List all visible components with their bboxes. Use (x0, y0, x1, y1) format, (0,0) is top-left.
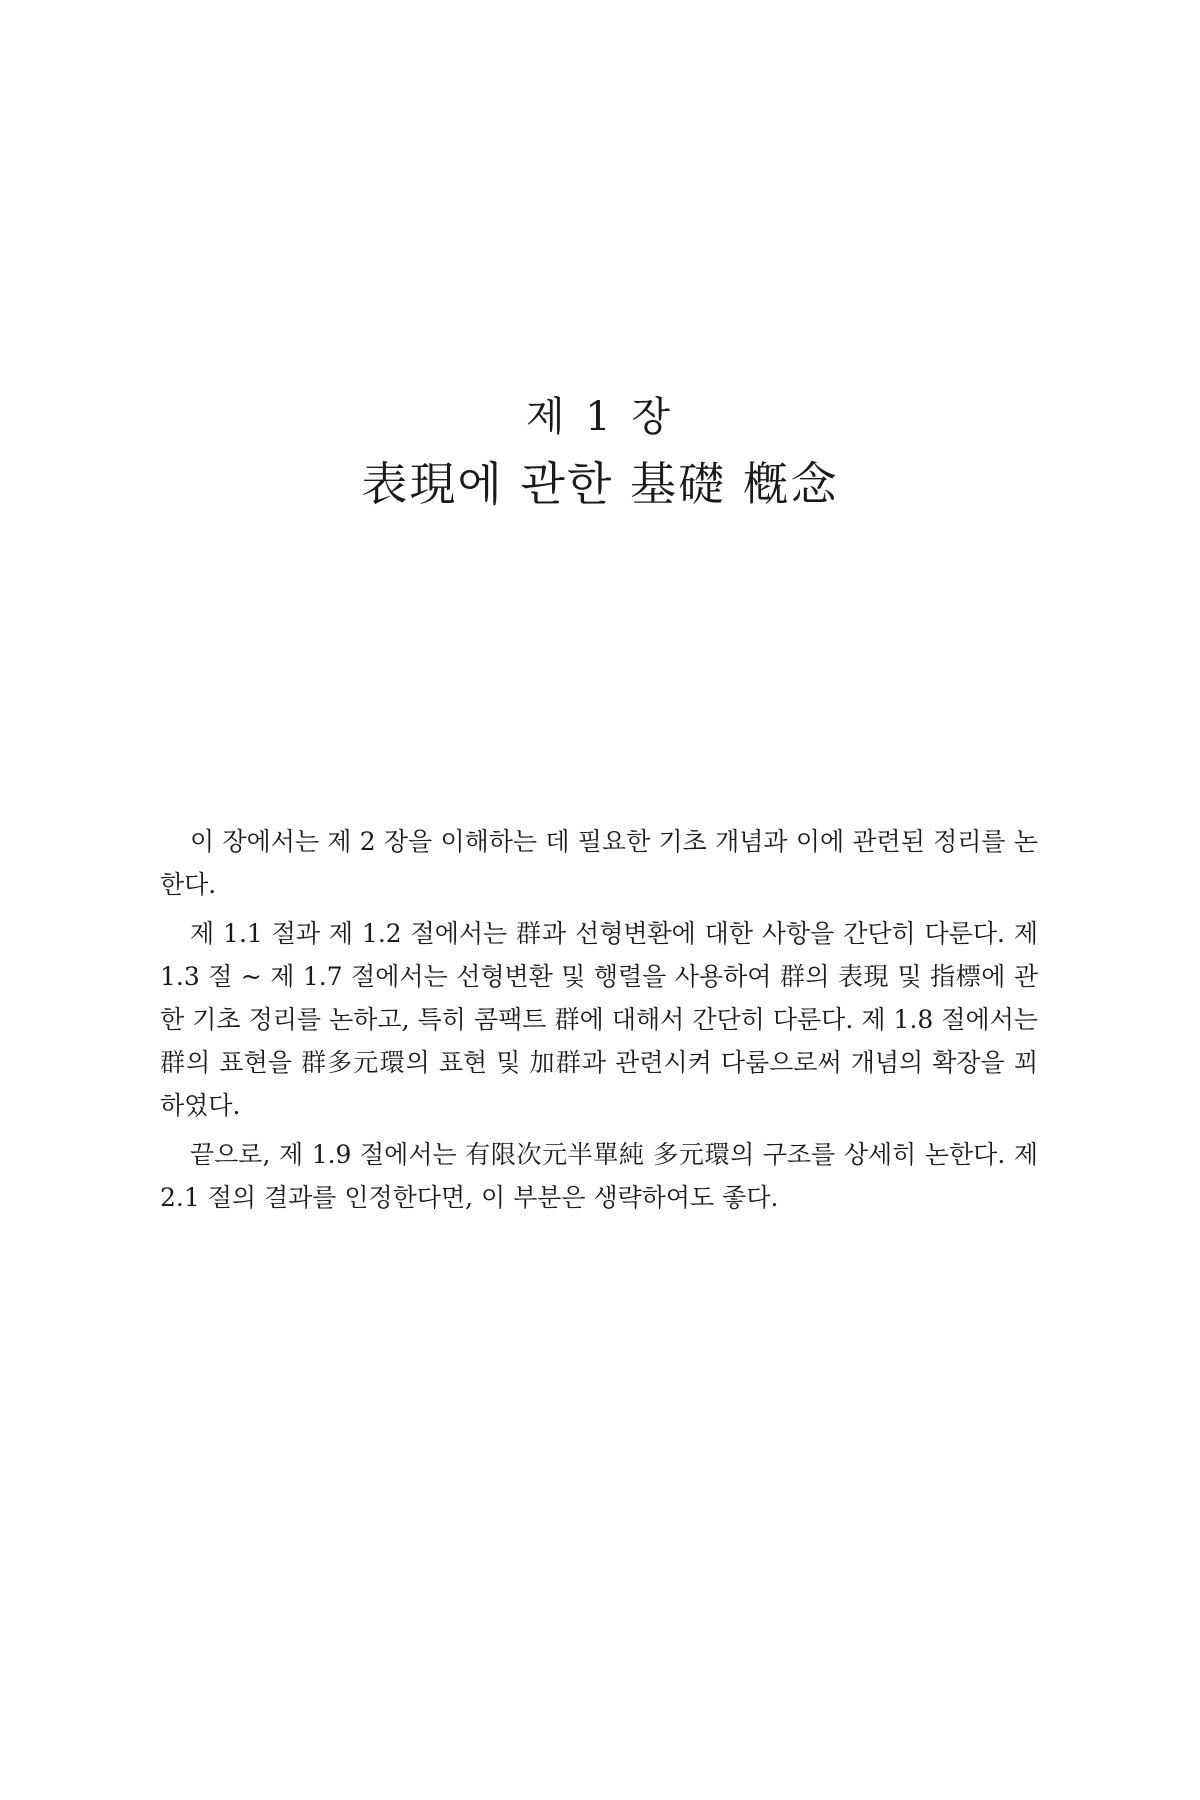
closing-paragraph: 끝으로, 제 1.9 절에서는 有限次元半單純 多元環의 구조를 상세히 논한다. 제 2.1 절의 결과를 인정한다면, 이 부분은 생략하여도 좋다. (160, 1140, 1038, 1212)
sections-overview-paragraph: 제 1.1 절과 제 1.2 절에서는 群과 선형변환에 대한 사항을 간단히 다룬다. 제 1.3 절 ~ 제 1.7 절에서는 선형변환 및 행렬을 사용하여 群의 表現 및 指標에 관한 기초 정리를 논하고, 특히 콤팩트 群에 대해서 간단히 다룬다. 제 1.8 절에서는 群의 표현을 群多元環의 표현 및 加群과 관련시켜 다룸으로써 개념의 확장을 꾀하였다. (160, 919, 1038, 1120)
intro-paragraph: 이 장에서는 제 2 장을 이해하는 데 필요한 기초 개념과 이에 관련된 정리를 논한다. (160, 827, 1038, 899)
chapter-intro-text (160, 820, 1038, 1225)
chapter-title: 表現에 관한 基礎 槪念 (361, 457, 839, 511)
chapter-number: 제 1 장 (525, 394, 675, 440)
